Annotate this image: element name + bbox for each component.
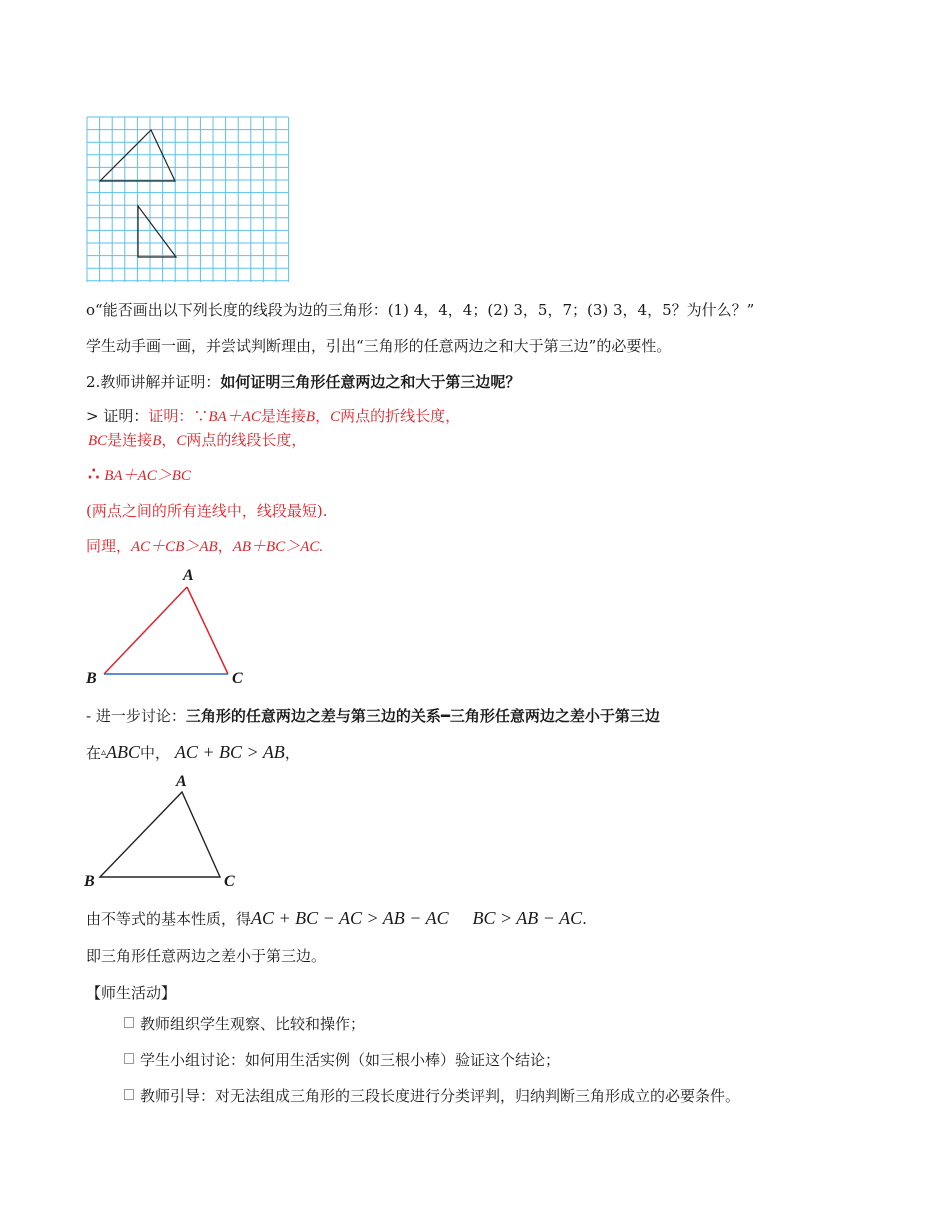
checkbox-icon: [124, 1053, 134, 1064]
triangle-figure-1: [100, 580, 240, 680]
proof-math-5a: AC＋CB＞AB: [131, 539, 218, 555]
inequality-intro: 由不等式的基本性质，得: [86, 910, 252, 928]
likewise-text: 同理，: [86, 537, 132, 555]
sep-5: ，: [217, 537, 233, 555]
point-c: C: [330, 409, 341, 425]
checkbox-icon: [124, 1089, 134, 1100]
proof-text-2: 是连接: [107, 431, 153, 449]
grid-triangle-bottom: [138, 206, 176, 257]
question-bullet: o: [86, 301, 96, 319]
grid-figure: [86, 116, 292, 284]
triangle-symbol: ▵: [101, 747, 107, 758]
tri1-label-b: B: [86, 670, 97, 687]
activity-item: [124, 1014, 365, 1034]
section-question: 如何证明三角形任意两边之和大于第三边呢？: [220, 373, 521, 391]
section-number: 2.: [86, 373, 101, 391]
activity-item: [124, 1086, 740, 1106]
question-line: [86, 300, 754, 320]
proof-text-1: 是连接: [260, 407, 306, 425]
proof-label: 证明：: [148, 407, 194, 425]
conclusion-text: 即三角形任意两边之差小于第三边。: [86, 947, 327, 965]
triangle-abc: [100, 792, 220, 877]
proof-math-5b: AB＋BC＞AC.: [232, 539, 324, 555]
side-ba: [104, 587, 187, 674]
proof-line-3: [88, 465, 191, 486]
sep: ，: [315, 407, 331, 425]
therefore-symbol: ∴: [88, 464, 100, 485]
tri1-label-c: C: [232, 670, 243, 687]
section-2-heading: [86, 372, 520, 392]
proof-tail-1: 两点的折线长度，: [340, 407, 461, 425]
activity-item-text: 教师组织学生观察、比较和操作；: [140, 1015, 366, 1033]
abc-label: ABC: [106, 742, 141, 762]
period: .: [582, 910, 587, 928]
discussion-bold: 三角形的任意两边之差与第三边的关系━三角形任意两边之差小于第三边: [185, 707, 660, 725]
sep-2: ，: [161, 431, 177, 449]
question-text: “能否画出以下列长度的线段为边的三角形：(1) 4，4，4；(2) 3，5，7；(3) 3，4，5？为什么？”: [95, 301, 755, 319]
activity-item-text: 学生小组讨论：如何用生活实例（如三根小棒）验证这个结论；: [140, 1051, 561, 1069]
activity-item-text: 教师引导：对无法组成三角形的三段长度进行分类评判，归纳判断三角形成立的必要条件。: [140, 1087, 741, 1105]
discussion-line: [86, 706, 660, 726]
in-text: 在: [86, 744, 102, 762]
proof-line-4: (两点之间的所有连线中，线段最短).: [86, 502, 328, 520]
section-prefix: 教师讲解并证明：: [100, 373, 221, 391]
middle-text: 中，: [140, 744, 171, 762]
triangle-figure-2: [96, 786, 226, 882]
proof-math-1: BA＋AC: [208, 409, 261, 425]
activity-title: 【师生活动】: [86, 984, 177, 1002]
proof-math-2: BC: [88, 433, 108, 449]
point-b-2: B: [152, 433, 162, 449]
student-activity-text: 学生动手画一画，并尝试判断理由，引出“三角形的任意两边之和大于第三边”的必要性。: [86, 337, 672, 355]
proof-lead: > 证明：: [86, 407, 149, 425]
proof-line-2: [88, 430, 306, 451]
tri2-label-a: A: [176, 773, 187, 790]
discussion-lead: - 进一步讨论：: [86, 707, 186, 725]
tri2-label-c: C: [224, 873, 235, 890]
tri1-label-a: A: [183, 567, 194, 584]
point-b: B: [305, 409, 316, 425]
proof-math-3: BA＋AC＞BC: [104, 468, 191, 484]
in-abc-line: [86, 742, 300, 763]
side-ac: [187, 587, 228, 674]
inequality-2: AC + BC − AC > AB − AC: [251, 908, 449, 928]
comma: ，: [284, 744, 300, 762]
inequality-3: BC > AB − AC: [472, 908, 583, 928]
proof-line-5: [86, 536, 323, 557]
tri2-label-b: B: [84, 873, 95, 890]
inequality-line: [86, 908, 587, 929]
point-c-2: C: [176, 433, 187, 449]
checkbox-icon: [124, 1017, 134, 1028]
proof-line-1: [86, 406, 460, 427]
proof-tail-2: 两点的线段长度，: [186, 431, 307, 449]
because-symbol: ∵: [193, 407, 209, 425]
activity-item: [124, 1050, 560, 1070]
inequality-1: AC + BC > AB: [174, 742, 285, 762]
